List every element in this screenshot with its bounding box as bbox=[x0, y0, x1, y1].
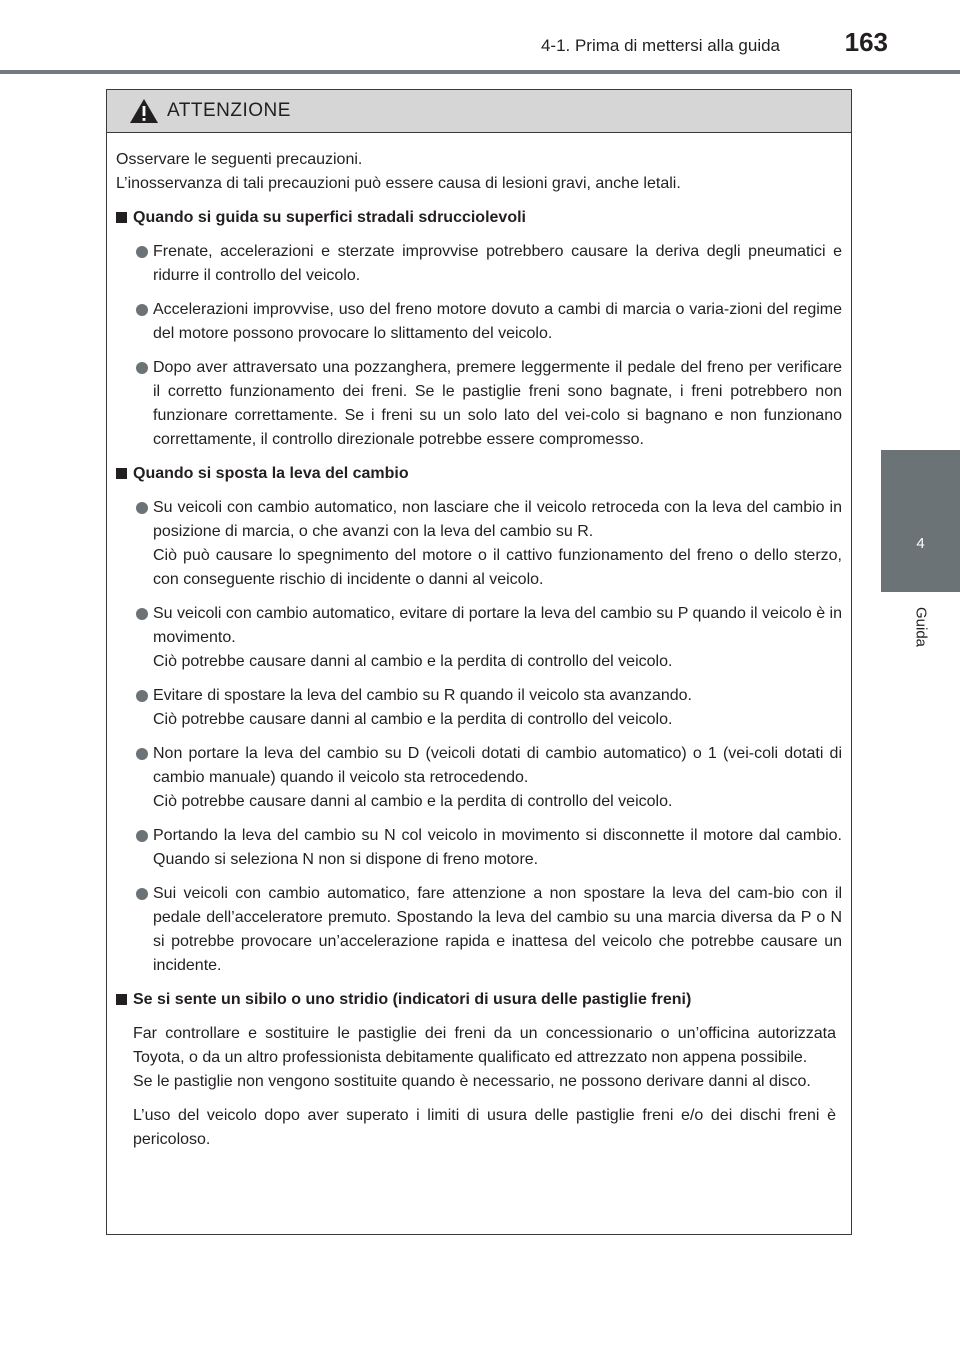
chapter-number: 4 bbox=[916, 535, 925, 552]
warning-title: ATTENZIONE bbox=[167, 100, 291, 121]
round-bullet-icon bbox=[136, 502, 148, 514]
round-bullet-icon bbox=[136, 246, 148, 258]
bullet-item bbox=[116, 684, 842, 732]
bullet-text: Dopo aver attraversato una pozzanghera, premere leggermente il pedale del freno per verificare il corretto funzionamento dei freni. Se le pastiglie freni sono bagnate, i freni potrebbero non funzionare correttamente. Se i freni su un solo lato del vei-colo si bagnano e non funzionano correttamente, il controllo direzionale potrebbe essere compromesso. bbox=[153, 359, 842, 448]
section-paragraph bbox=[116, 1104, 842, 1152]
section-title: 4-1. Prima di mettersi alla guida bbox=[540, 36, 780, 55]
section-heading bbox=[116, 462, 842, 486]
warning-header bbox=[107, 90, 851, 133]
round-bullet-icon bbox=[136, 748, 148, 760]
section-heading-text: Se si sente un sibilo o uno stridio (indicatori di usura delle pastiglie freni) bbox=[133, 991, 692, 1008]
round-bullet-icon bbox=[136, 830, 148, 842]
bullet-text: Frenate, accelerazioni e sterzate improvvise potrebbero causare la deriva degli pneumatici e ridurre il controllo del veicolo. bbox=[153, 243, 842, 284]
section-heading bbox=[116, 988, 842, 1012]
bullet-item bbox=[116, 882, 842, 978]
bullet-text: Sui veicoli con cambio automatico, fare attenzione a non spostare la leva del cam-bio con il pedale dell’acceleratore premuto. Spostando la leva del cambio su una marcia diversa da P o N si potrebbe provocare un’accelerazione rapida e inattesa del veicolo che potrebbe causare un incidente. bbox=[153, 885, 842, 974]
bullet-item bbox=[116, 742, 842, 814]
bullet-text: Ciò potrebbe causare danni al cambio e la perdita di controllo del veicolo. bbox=[153, 653, 673, 670]
bullet-text: Evitare di spostare la leva del cambio su R quando il veicolo sta avanzando. bbox=[153, 687, 692, 704]
section-paragraph bbox=[116, 1022, 842, 1094]
round-bullet-icon bbox=[136, 608, 148, 620]
section-heading bbox=[116, 206, 842, 230]
bullet-item bbox=[116, 356, 842, 452]
warning-triangle-icon bbox=[129, 98, 159, 124]
bullet-text: Accelerazioni improvvise, uso del freno motore dovuto a cambi di marcia o varia-zioni del regime del motore possono provocare lo slittamento del veicolo. bbox=[153, 301, 842, 342]
paragraph-text: L’uso del veicolo dopo aver superato i limiti di usura delle pastiglie freni e/o dei dischi freni è pericoloso. bbox=[133, 1107, 836, 1148]
bullet-text: Ciò potrebbe causare danni al cambio e la perdita di controllo del veicolo. bbox=[153, 793, 673, 810]
bullet-item bbox=[116, 298, 842, 346]
header-rule bbox=[0, 70, 960, 74]
intro-line: Osservare le seguenti precauzioni. bbox=[116, 151, 363, 168]
bullet-text: Non portare la leva del cambio su D (veicoli dotati di cambio automatico) o 1 (vei-coli dotati di cambio manuale) quando il veicolo sta retrocedendo. bbox=[153, 745, 842, 786]
bullet-item bbox=[116, 240, 842, 288]
bullet-text: Portando la leva del cambio su N col veicolo in movimento si disconnette il motore dal cambio. Quando si seleziona N non si dispone di freno motore. bbox=[153, 827, 842, 868]
paragraph-text: Se le pastiglie non vengono sostituite quando è necessario, ne possono derivare danni al disco. bbox=[133, 1073, 811, 1090]
section-heading-text: Quando si sposta la leva del cambio bbox=[133, 465, 409, 482]
round-bullet-icon bbox=[136, 888, 148, 900]
round-bullet-icon bbox=[136, 690, 148, 702]
chapter-label: Guida bbox=[912, 606, 929, 648]
bullet-text: Su veicoli con cambio automatico, non lasciare che il veicolo retroceda con la leva del cambio in posizione di marcia, o che avanzi con la leva del cambio su R. bbox=[153, 499, 842, 540]
square-bullet-icon bbox=[116, 212, 127, 223]
square-bullet-icon bbox=[116, 468, 127, 479]
bullet-text: Ciò potrebbe causare danni al cambio e la perdita di controllo del veicolo. bbox=[153, 711, 673, 728]
bullet-text: Su veicoli con cambio automatico, evitare di portare la leva del cambio su P quando il veicolo è in movimento. bbox=[153, 605, 842, 646]
square-bullet-icon bbox=[116, 994, 127, 1005]
page-number: 163 bbox=[844, 27, 888, 57]
warning-intro bbox=[116, 148, 842, 196]
section-heading-text: Quando si guida su superfici stradali sdrucciolevoli bbox=[133, 209, 526, 226]
page-header bbox=[0, 0, 960, 80]
chapter-label-wrap bbox=[881, 592, 960, 662]
bullet-item bbox=[116, 496, 842, 592]
bullet-text: Ciò può causare lo spegnimento del motore o il cattivo funzionamento del freno o dello sterzo, con conseguente rischio di incidente o danni al veicolo. bbox=[153, 547, 842, 588]
warning-box bbox=[106, 89, 852, 1235]
warning-body bbox=[107, 133, 851, 1152]
paragraph-text: Far controllare e sostituire le pastiglie dei freni da un concessionario o un’officina autorizzata Toyota, o da un altro professionista debitamente qualificato ed attrezzato non appena possibile. bbox=[133, 1025, 836, 1066]
chapter-tab bbox=[881, 450, 960, 592]
bullet-item bbox=[116, 824, 842, 872]
round-bullet-icon bbox=[136, 304, 148, 316]
round-bullet-icon bbox=[136, 362, 148, 374]
bullet-item bbox=[116, 602, 842, 674]
intro-line: L’inosservanza di tali precauzioni può essere causa di lesioni gravi, anche letali. bbox=[116, 175, 681, 192]
